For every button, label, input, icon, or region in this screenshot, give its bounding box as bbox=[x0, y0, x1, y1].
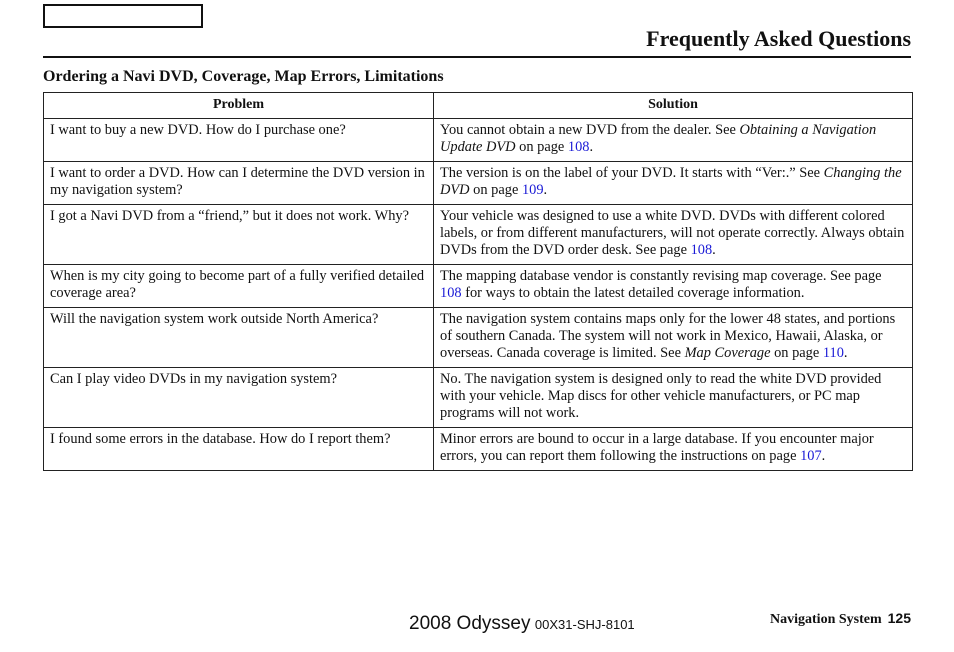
solution-text: . bbox=[843, 345, 848, 361]
solution-text: You cannot obtain a new DVD from the dealer. See bbox=[440, 122, 740, 138]
section-reference-title: Map Coverage bbox=[684, 345, 771, 361]
table-row bbox=[44, 119, 913, 162]
solution-text: . bbox=[543, 182, 548, 198]
solution-cell bbox=[434, 308, 913, 368]
solution-cell bbox=[434, 428, 913, 471]
solution-text: Minor errors are bound to occur in a large database. If you encounter major errors, you can report them following the instructions on page bbox=[440, 431, 874, 464]
page-title: Frequently Asked Questions bbox=[646, 26, 911, 51]
page-reference-link[interactable]: 108 bbox=[440, 285, 462, 301]
table-row bbox=[44, 265, 913, 308]
page-reference-link[interactable]: 108 bbox=[690, 242, 713, 258]
section-heading: Ordering a Navi DVD, Coverage, Map Errors, Limitations bbox=[43, 68, 444, 85]
table-row bbox=[44, 428, 913, 471]
table-row bbox=[44, 308, 913, 368]
table-row bbox=[44, 368, 913, 428]
page-reference-link[interactable]: 108 bbox=[567, 139, 590, 155]
solution-text: for ways to obtain the latest detailed coverage information. bbox=[461, 285, 805, 301]
column-header-solution: Solution bbox=[434, 93, 913, 119]
problem-cell: I want to order a DVD. How can I determine the DVD version in my navigation system? bbox=[44, 162, 434, 205]
page-reference-link[interactable]: 110 bbox=[822, 345, 844, 361]
page-reference-link[interactable]: 109 bbox=[521, 182, 544, 198]
solution-text: Your vehicle was designed to use a white DVD. DVDs with different colored labels, or from different manufacturers, will not operate correctly. Always obtain DVDs from the DVD order desk. See page bbox=[440, 208, 905, 258]
section-reference-title: Obtaining a Navigation Update DVD bbox=[440, 122, 877, 155]
solution-cell bbox=[434, 205, 913, 265]
footer-section-label bbox=[770, 610, 911, 628]
column-header-problem: Problem bbox=[44, 93, 434, 119]
solution-text: The version is on the label of your DVD. It starts with “Ver:.” See bbox=[440, 165, 824, 181]
table-row bbox=[44, 205, 913, 265]
solution-cell bbox=[434, 119, 913, 162]
solution-text: . bbox=[712, 242, 716, 258]
section-tab-box bbox=[43, 4, 203, 28]
solution-text: The mapping database vendor is constantly revising map coverage. See page bbox=[440, 268, 882, 284]
solution-text: on page bbox=[469, 182, 522, 198]
model-identifier bbox=[409, 613, 635, 635]
solution-cell bbox=[434, 162, 913, 205]
section-reference-title: Changing the DVD bbox=[440, 165, 902, 198]
problem-cell: I got a Navi DVD from a “friend,” but it does not work. Why? bbox=[44, 205, 434, 265]
problem-cell: I want to buy a new DVD. How do I purchase one? bbox=[44, 119, 434, 162]
table-header-row bbox=[44, 93, 913, 119]
problem-cell: Will the navigation system work outside North America? bbox=[44, 308, 434, 368]
solution-text: on page bbox=[770, 345, 823, 361]
problem-cell: When is my city going to become part of a fully verified detailed coverage area? bbox=[44, 265, 434, 308]
model-code: 00X31-SHJ-8101 bbox=[534, 617, 635, 632]
solution-cell bbox=[434, 265, 913, 308]
page-reference-link[interactable]: 107 bbox=[800, 448, 822, 464]
problem-cell: I found some errors in the database. How do I report them? bbox=[44, 428, 434, 471]
solution-text: No. The navigation system is designed only to read the white DVD provided with your vehicle. Map discs for other vehicle manufacturers, or PC map programs will not work. bbox=[440, 371, 882, 421]
problem-cell: Can I play video DVDs in my navigation system? bbox=[44, 368, 434, 428]
solution-text: . bbox=[821, 448, 826, 464]
solution-text: The navigation system contains maps only for the lower 48 states, and portions of southern Canada. The system will not work in Mexico, Hawaii, Alaska, or overseas. Canada coverage is limited. See bbox=[440, 311, 896, 361]
page-number: 125 bbox=[887, 610, 911, 626]
solution-cell bbox=[434, 368, 913, 428]
footer-section-name: Navigation System bbox=[770, 612, 882, 627]
solution-text: on page bbox=[515, 139, 568, 155]
faq-table bbox=[43, 92, 913, 471]
model-year-name: 2008 Odyssey bbox=[409, 613, 531, 634]
table-row bbox=[44, 162, 913, 205]
solution-text: . bbox=[589, 139, 594, 155]
title-divider bbox=[43, 56, 911, 58]
